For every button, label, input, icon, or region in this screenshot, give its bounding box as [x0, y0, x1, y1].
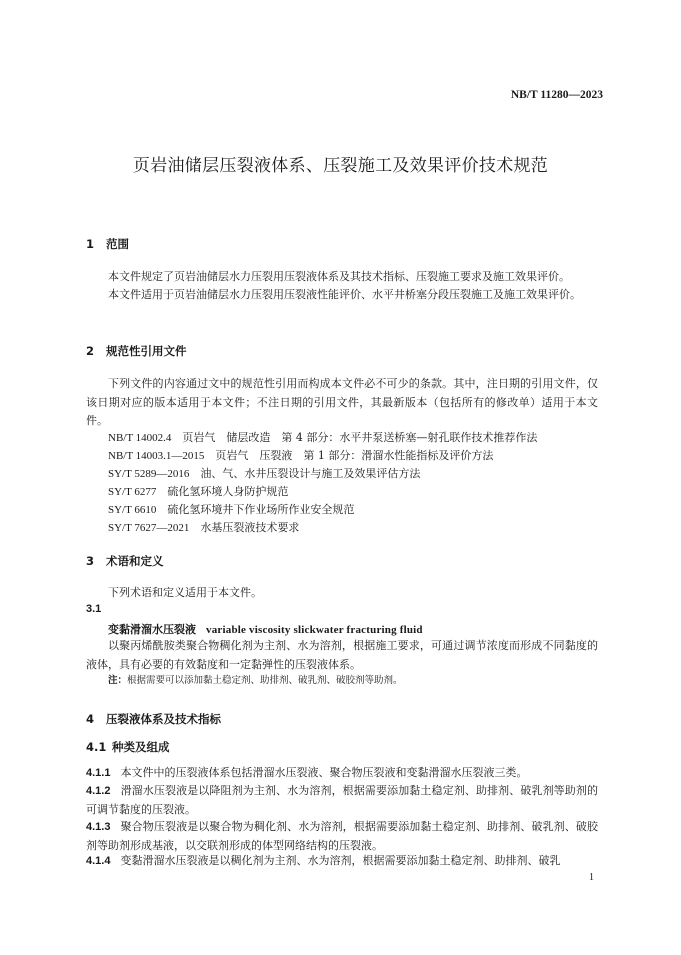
reference-code: SY/T 6610	[108, 504, 157, 516]
section-number: 2	[86, 344, 95, 358]
clause-text: 聚合物压裂液是以聚合物为稠化剂、水为溶剂，根据需要添加黏土稳定剂、助排剂、破乳剂、破胶剂等助剂形成基液，以交联剂形成的体型网络结构的压裂液。	[86, 820, 598, 852]
section-4-heading	[86, 711, 221, 727]
clause-number: 4.1.3	[86, 821, 111, 833]
term-english: variable viscosity slickwater fracturing fluid	[206, 624, 423, 636]
reference-title: 油、气、水井压裂设计与施工及效果评估方法	[200, 467, 421, 480]
clause-4-1-2	[86, 782, 598, 819]
page-number: 1	[589, 872, 594, 883]
term-chinese: 变黏滑溜水压裂液	[108, 623, 196, 636]
reference-item	[108, 447, 493, 466]
clause-4-1-3	[86, 818, 598, 855]
subsection-4-1-heading	[86, 739, 170, 755]
reference-code: SY/T 5289—2016	[108, 468, 190, 480]
document-title: 页岩油储层压裂液体系、压裂施工及效果评价技术规范	[132, 156, 549, 176]
reference-item	[108, 429, 537, 448]
section-title: 压裂液体系及技术指标	[106, 712, 221, 726]
reference-title: 硫化氢环境井下作业场所作业安全规范	[167, 503, 355, 516]
clause-text: 本文件中的压裂液体系包括滑溜水压裂液、聚合物压裂液和变黏滑溜水压裂液三类。	[120, 766, 528, 779]
clause-number: 4.1.2	[86, 785, 111, 797]
clause-4-1-1	[86, 764, 598, 783]
reference-code: NB/T 14002.4	[108, 432, 172, 444]
section-title: 术语和定义	[106, 554, 164, 568]
term-definition: 以聚丙烯酰胺类聚合物稠化剂为主剂、水为溶剂，根据施工要求，可通过调节浓度而形成不同黏度的液体，具有必要的有效黏度和一定黏弹性的压裂液体系。	[86, 639, 598, 671]
scope-paragraph-1: 本文件规定了页岩油储层水力压裂用压裂液体系及其技术指标、压裂施工要求及施工效果评价。	[108, 270, 570, 283]
reference-title: 页岩气 压裂液 第 1 部分：滑溜水性能指标及评价方法	[215, 449, 494, 462]
term-note	[108, 672, 403, 686]
reference-item	[108, 483, 288, 502]
reference-code: SY/T 6277	[108, 486, 157, 498]
note-text: 根据需要可以添加黏土稳定剂、助排剂、破乳剂、破胶剂等助剂。	[127, 675, 403, 686]
note-label: 注：	[108, 675, 128, 686]
section-title: 范围	[106, 237, 129, 251]
clause-number: 4.1.1	[86, 767, 111, 779]
reference-item	[108, 501, 354, 520]
scope-paragraph-2: 本文件适用于页岩油储层水力压裂用压裂液性能评价、水平井桥塞分段压裂施工及施工效果评价。	[108, 288, 581, 301]
terms-intro: 下列术语和定义适用于本文件。	[108, 586, 262, 599]
term-number: 3.1	[86, 603, 102, 615]
standard-code: NB/T 11280—2023	[510, 89, 603, 101]
subsection-number: 4.1	[86, 740, 107, 754]
reference-item	[108, 519, 299, 538]
section-number: 3	[86, 554, 95, 568]
reference-code: SY/T 7627—2021	[108, 522, 190, 534]
section-number: 1	[86, 237, 95, 251]
reference-code: NB/T 14003.1—2015	[108, 450, 205, 462]
clause-text: 变黏滑溜水压裂液是以稠化剂为主剂、水为溶剂，根据需要添加黏土稳定剂、助排剂、破乳	[120, 854, 561, 867]
section-3-heading	[86, 553, 164, 569]
section-title: 规范性引用文件	[106, 344, 187, 358]
clause-4-1-4	[86, 852, 598, 871]
term-entry	[108, 621, 423, 637]
reference-title: 水基压裂液技术要求	[200, 521, 300, 534]
reference-title: 硫化氢环境人身防护规范	[167, 485, 289, 498]
section-1-heading	[86, 236, 129, 252]
clause-text: 滑溜水压裂液是以降阻剂为主剂、水为溶剂，根据需要添加黏土稳定剂、助排剂、破乳剂等助剂的可调节黏度的压裂液。	[86, 784, 598, 816]
normative-references-intro: 下列文件的内容通过文中的规范性引用而构成本文件必不可少的条款。其中，注日期的引用文件，仅该日期对应的版本适用于本文件；不注日期的引用文件，其最新版本（包括所有的修改单）适用于本文件。	[86, 377, 598, 427]
clause-number: 4.1.4	[86, 855, 111, 867]
subsection-title: 种类及组成	[112, 740, 170, 754]
reference-title: 页岩气 储层改造 第 4 部分：水平井泵送桥塞—射孔联作技术推荐作法	[182, 431, 538, 444]
section-number: 4	[86, 712, 95, 726]
section-2-heading	[86, 343, 187, 359]
reference-item	[108, 465, 420, 484]
